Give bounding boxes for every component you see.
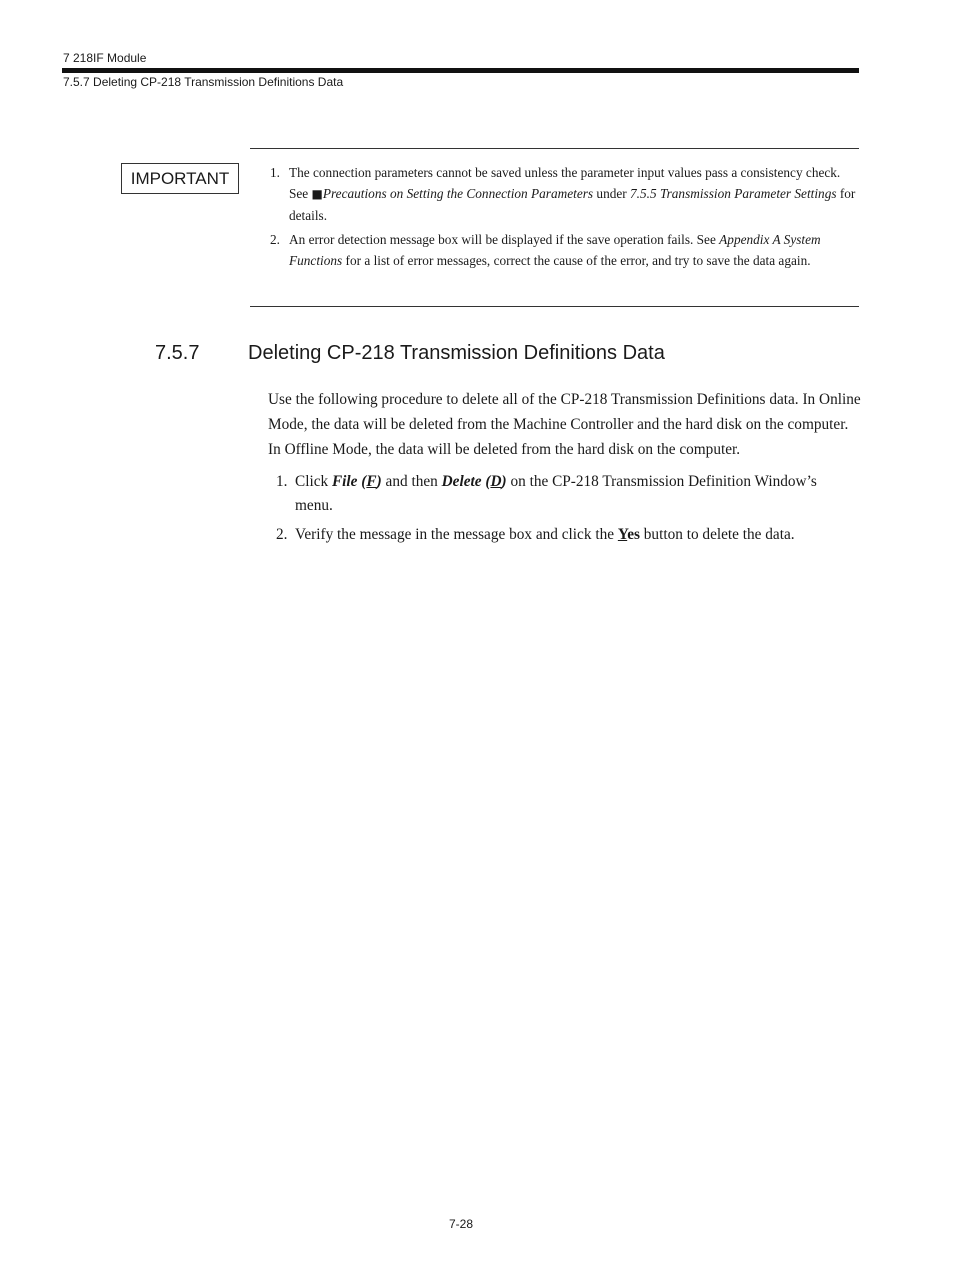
important-bottom-rule — [250, 306, 859, 307]
important-item-number: 2. — [270, 232, 280, 247]
important-item-text: The connection parameters cannot be saved unless the parameter input values pass a consistency check. See ■Precautions on Setting the Connection Parameters under 7.5.5 Transmission Parameter Settings for details. — [289, 165, 856, 223]
important-item-text: An error detection message box will be displayed if the save operation fails. See Appendix A System Functions for a list of error messages, correct the cause of the error, and try to save the data again. — [289, 232, 821, 268]
step-number: 2. — [276, 526, 288, 543]
procedure-step-1 — [276, 470, 856, 518]
menu-file-reference: File (F) — [331, 473, 382, 490]
running-header-chapter: 7 218IF Module — [63, 51, 147, 65]
step-number: 1. — [276, 473, 288, 490]
step-text: Click File (F) and then Delete (D) on the CP-218 Transmission Definition Window’s menu. — [295, 473, 817, 514]
menu-delete-reference: Delete (D) — [441, 473, 507, 490]
yes-button-reference: Yes — [617, 526, 640, 543]
important-top-rule — [250, 148, 859, 149]
cross-reference: Precautions on Setting the Connection Parameters — [322, 186, 594, 201]
important-label: IMPORTANT — [121, 163, 239, 194]
running-header-section: 7.5.7 Deleting CP-218 Transmission Definitions Data — [63, 75, 344, 89]
header-rule — [62, 68, 859, 73]
cross-reference: Appendix A System Functions — [289, 232, 821, 268]
important-item-2 — [270, 229, 860, 271]
procedure-step-2 — [276, 523, 856, 547]
important-item-number: 1. — [270, 165, 280, 180]
step-text: Verify the message in the message box and click the Yes button to delete the data. — [295, 526, 795, 543]
section-number: 7.5.7 — [155, 342, 200, 364]
cross-reference: 7.5.5 Transmission Parameter Settings — [630, 186, 837, 201]
page-number: 7-28 — [448, 1217, 474, 1231]
square-bullet-icon: ■ — [311, 187, 323, 201]
section-title: Deleting CP-218 Transmission Definitions Data — [248, 342, 665, 364]
important-item-1 — [270, 162, 860, 226]
intro-paragraph: Use the following procedure to delete all of the CP-218 Transmission Definitions data. In Online Mode, the data will be deleted from the Machine Controller and the hard disk on the computer. In Offline Mode, the data will be deleted from the hard disk on the computer. — [268, 391, 861, 458]
